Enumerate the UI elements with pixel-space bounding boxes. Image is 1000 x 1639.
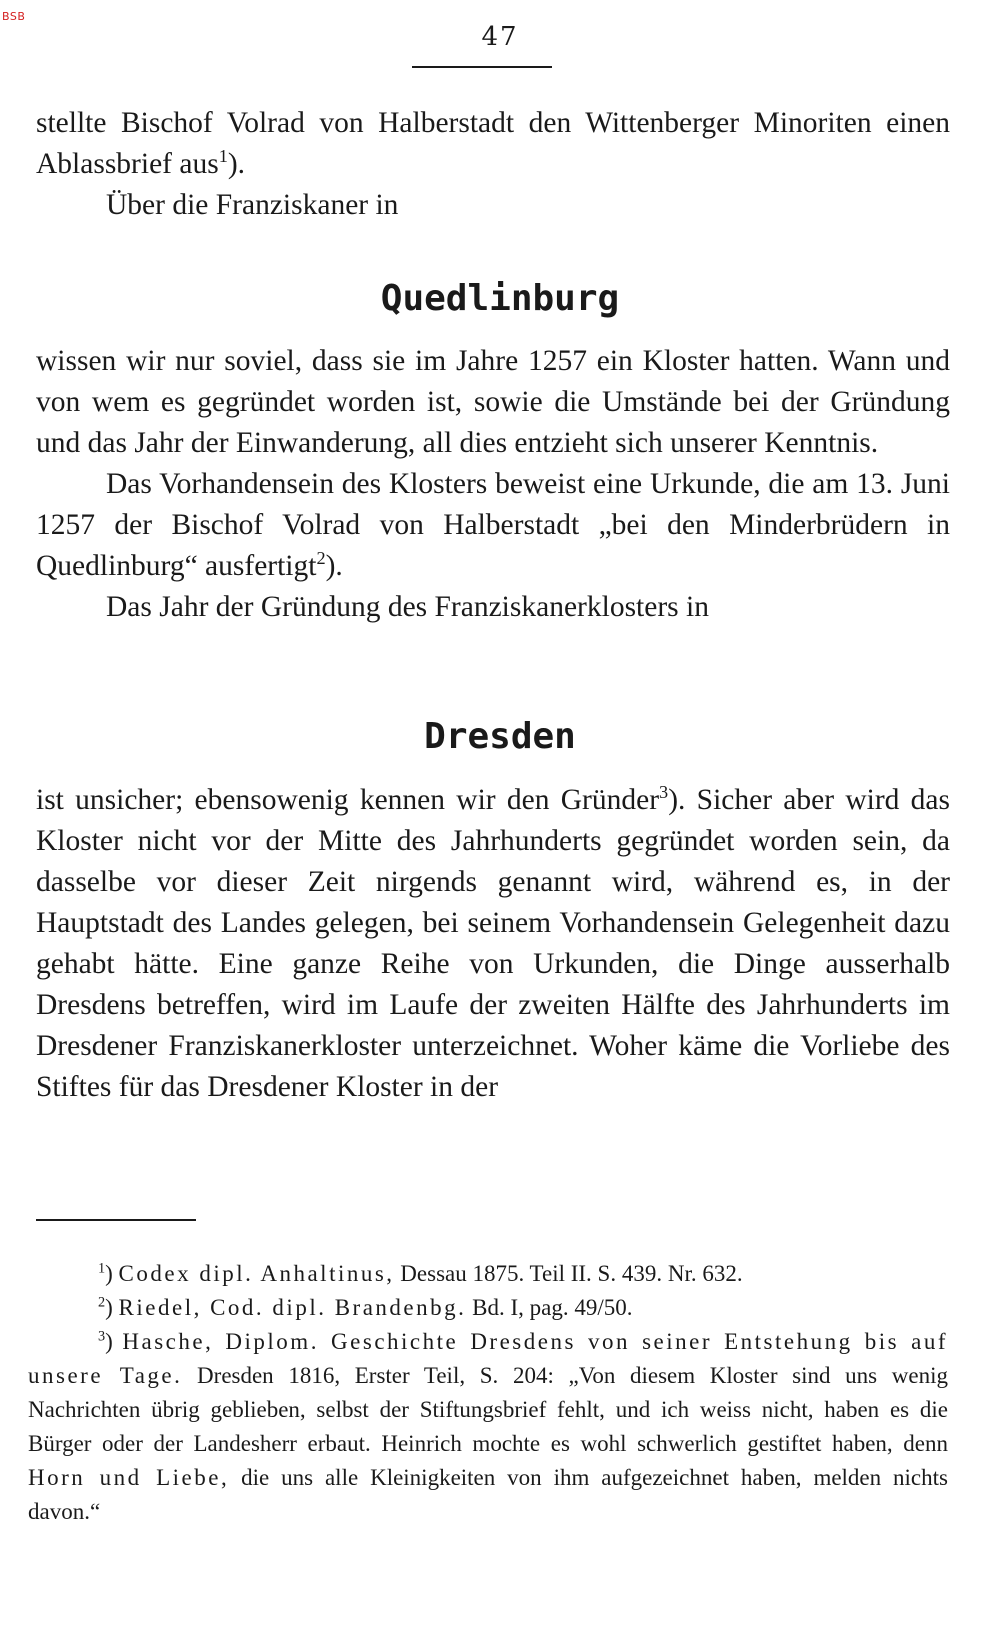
footnote-3-source: Hasche, Diplom. Geschichte Dresdens von seiner Entstehung bis auf unsere Tage. [28,1329,948,1388]
library-stamp: BSB [2,10,26,23]
footnote-separator [36,1219,196,1221]
paragraph-4-text: Das Vorhandensein des Klosters beweist eine Urkunde, die am 13. Juni 1257 der Bischof Volrad von Halberstadt „bei den Minderbrüdern in Quedlinburg“ ausfertigt [36,468,950,582]
page-number: 47 [481,22,519,52]
paragraph-6 [36,780,950,1108]
body-text-bottom [36,780,950,1108]
footnote-3-text-end: die uns alle Kleinigkeiten von ihm aufgezeichnet haben, melden nichts davon.“ [28,1465,948,1524]
paragraph-2: Über die Franziskaner in [106,189,399,221]
footnote-1-source: Codex dipl. Anhaltinus, [118,1261,395,1286]
footnote-2-source: Riedel, Cod. dipl. Brandenbg. [118,1295,467,1320]
footnote-1-text: Dessau 1875. Teil II. S. 439. Nr. 632. [394,1261,743,1286]
paragraph-3: wissen wir nur soviel, dass sie im Jahre 1257 ein Kloster hatten. Wann und von wem es gegründet worden ist, sowie die Umstände bei der Gründung und das Jahr der Einwanderung, all dies entzieht sich unserer Kenntnis. [36,345,950,459]
paragraph-1-after: ). [227,148,246,180]
footnote-2-text: Bd. I, pag. 49/50. [466,1295,633,1320]
footnote-3-marker: 3 [98,1328,106,1345]
footnotes [28,1257,948,1529]
paragraph-4-after: ). [325,550,343,582]
footnote-2: $^2$) Riedel, Cod. dipl. Brandenbg. Bd. I, pag. 49/50. [98,1294,633,1320]
footnote-ref-2: 2 [316,548,326,569]
footnote-1: $^1$) Codex dipl. Anhaltinus, Dessau 1875. Teil II. S. 439. Nr. 632. [98,1260,743,1286]
paragraph-6-after: ). Sicher aber wird das Kloster nicht vor der Mitte des Jahrhunderts gegründet worden sein, da dasselbe vor dieser Zeit nirgends genannt wird, während es, in der Hauptstadt des Landes gelegen, bei seinem Vorhandensein Gelegenheit dazu gehabt hätte. Eine ganze Reihe von Urkunden, die Dinge ausserhalb Dresdens betreffen, wird im Laufe der zweiten Hälfte des Jahrhunderts im Dresdener Franziskanerkloster unterzeichnet. Woher käme die Vorliebe des Stiftes für das Dresdener Kloster in der [36,784,950,1103]
page-number-rule [412,66,552,68]
footnote-2-marker: 2 [98,1294,106,1311]
footnote-ref-3: 3 [659,782,669,803]
body-text-middle [36,341,950,628]
paragraph-1-text: stellte Bischof Volrad von Halberstadt den Wittenberger Minoriten einen Ablassbrief aus [36,107,950,180]
heading-quedlinburg: Quedlinburg [380,278,620,319]
paragraph-5: Das Jahr der Gründung des Franziskanerklosters in [106,591,709,623]
paragraph-6-before: ist unsicher; ebensowenig kennen wir den Gründer [36,784,660,816]
footnote-3-names: Horn und Liebe, [28,1465,230,1490]
footnote-3: $^3$) Hasche, Diplom. Geschichte Dresdens von seiner Entstehung bis auf unsere Tage. Dresden 1816, Erster Teil, S. 204: „Von diesem Kloster sind uns wenig Nachrichten übrig geblieben, selbst der Stiftungsbrief fehlt, und ich weiss nicht, haben es die Bürger oder der Landesherr erbaut. Heinrich mochte es wohl schwerlich gestiftet haben, denn Horn und Liebe, die uns alle Kleinigkeiten von ihm aufgezeichnet haben, melden nichts davon.“ [28,1328,948,1524]
footnote-ref-1: 1 [218,146,228,167]
footnote-1-marker: 1 [98,1260,106,1277]
body-text-top [36,103,950,226]
paragraph-4 [36,464,950,587]
paragraph-1 [36,103,950,185]
footnote-3-text: Dresden 1816, Erster Teil, S. 204: „Von diesem Kloster sind uns wenig Nachrichten übrig geblieben, selbst der Stiftungsbrief fehlt, und ich weiss nicht, haben es die Bürger oder der Landesherr erbaut. Heinrich mochte es wohl schwerlich gestiftet haben, denn [28,1363,948,1456]
heading-dresden: Dresden [424,716,576,757]
